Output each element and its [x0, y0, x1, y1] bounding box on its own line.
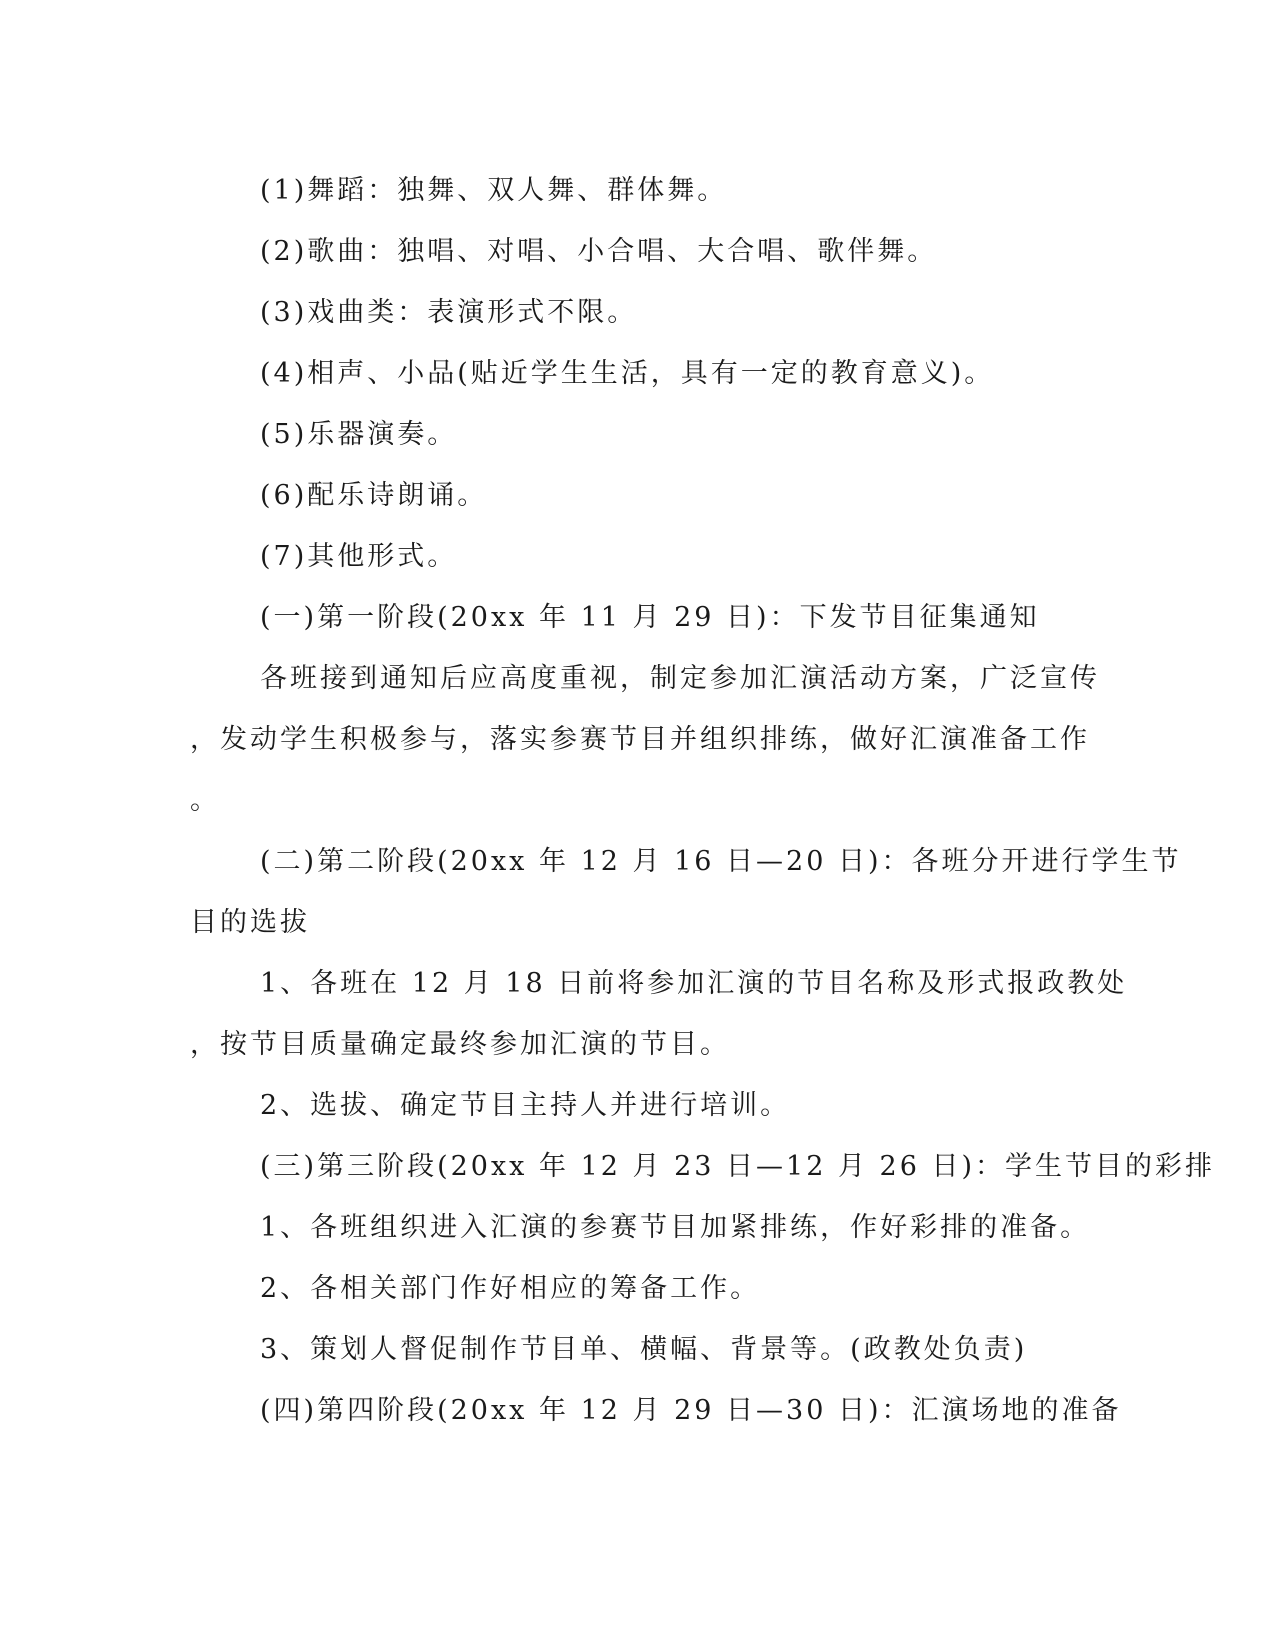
text-line: (4)相声、小品(贴近学生生活，具有一定的教育意义)。: [260, 358, 995, 389]
text-line: 1、各班组织进入汇演的参赛节目加紧排练，作好彩排的准备。: [260, 1212, 1091, 1243]
section-heading: (二)第二阶段(20xx 年 12 月 16 日—20 日)：各班分开进行学生节: [260, 846, 1182, 877]
text-line: 目的选拔: [190, 907, 310, 938]
text-line: (5)乐器演奏。: [260, 419, 458, 450]
section-heading: (三)第三阶段(20xx 年 12 月 23 日—12 月 26 日)：学生节目的彩排: [260, 1151, 1216, 1182]
text-line: 1、各班在 12 月 18 日前将参加汇演的节目名称及形式报政教处: [260, 968, 1128, 999]
section-heading: (一)第一阶段(20xx 年 11 月 29 日)：下发节目征集通知: [260, 602, 1040, 633]
text-line: ，发动学生积极参与，落实参赛节目并组织排练，做好汇演准备工作: [190, 724, 1090, 755]
text-line: 2、选拔、确定节目主持人并进行培训。: [260, 1090, 791, 1121]
text-line: (6)配乐诗朗诵。: [260, 480, 488, 511]
text-line: 2、各相关部门作好相应的筹备工作。: [260, 1273, 761, 1304]
text-line: (7)其他形式。: [260, 541, 458, 572]
document-body: [190, 160, 1216, 1441]
text-line: 3、策划人督促制作节目单、横幅、背景等。(政教处负责): [260, 1334, 1028, 1365]
text-line: (2)歌曲：独唱、对唱、小合唱、大合唱、歌伴舞。: [260, 236, 938, 267]
text-line: (1)舞蹈：独舞、双人舞、群体舞。: [260, 175, 728, 206]
text-line: 各班接到通知后应高度重视，制定参加汇演活动方案，广泛宣传: [260, 663, 1100, 694]
text-line: 。: [190, 785, 220, 816]
text-line: ，按节目质量确定最终参加汇演的节目。: [190, 1029, 730, 1060]
text-line: (3)戏曲类：表演形式不限。: [260, 297, 638, 328]
section-heading: (四)第四阶段(20xx 年 12 月 29 日—30 日)：汇演场地的准备: [260, 1395, 1122, 1426]
